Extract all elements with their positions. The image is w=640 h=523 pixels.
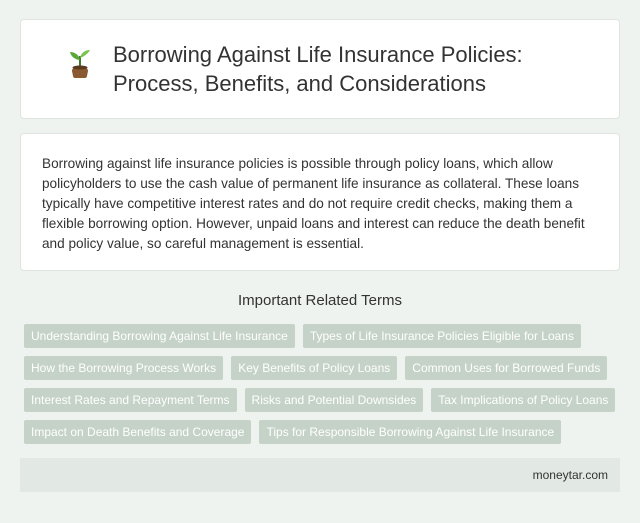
summary-card <box>20 133 620 271</box>
tag-row <box>24 324 624 348</box>
header-content <box>21 20 619 118</box>
tag-key-benefits[interactable]: Key Benefits of Policy Loans <box>231 356 397 380</box>
tag-understanding-borrowing[interactable]: Understanding Borrowing Against Life Insurance <box>24 324 295 348</box>
tag-row <box>24 356 624 380</box>
footer-bar <box>20 458 620 492</box>
tag-tax-implications[interactable]: Tax Implications of Policy Loans <box>431 388 615 412</box>
seedling-icon <box>67 49 93 79</box>
footer-domain[interactable]: moneytar.com <box>532 468 608 482</box>
related-terms-list <box>24 324 624 452</box>
tag-policy-types-eligible[interactable]: Types of Life Insurance Policies Eligible for Loans <box>303 324 581 348</box>
tag-responsible-borrowing-tips[interactable]: Tips for Responsible Borrowing Against Life Insurance <box>259 420 561 444</box>
tag-common-uses[interactable]: Common Uses for Borrowed Funds <box>405 356 607 380</box>
tag-row <box>24 388 624 412</box>
tag-interest-rates[interactable]: Interest Rates and Repayment Terms <box>24 388 237 412</box>
header-card <box>20 19 620 119</box>
tag-death-benefit-impact[interactable]: Impact on Death Benefits and Coverage <box>24 420 251 444</box>
tag-risks-downsides[interactable]: Risks and Potential Downsides <box>245 388 424 412</box>
related-terms-heading: Important Related Terms <box>238 292 402 309</box>
page-title: Borrowing Against Life Insurance Policies: Process, Benefits, and Considerations <box>113 42 523 96</box>
tag-borrowing-process[interactable]: How the Borrowing Process Works <box>24 356 223 380</box>
tag-row <box>24 420 624 444</box>
summary-text: Borrowing against life insurance policies is possible through policy loans, which allow policyholders to use the cash value of permanent life insurance as collateral. These loans typically have competitive interest rates and do not require credit checks, making them a flexible borrowing option. However, unpaid loans and interest can reduce the death benefit and policy value, so careful management is essential. <box>42 156 585 251</box>
